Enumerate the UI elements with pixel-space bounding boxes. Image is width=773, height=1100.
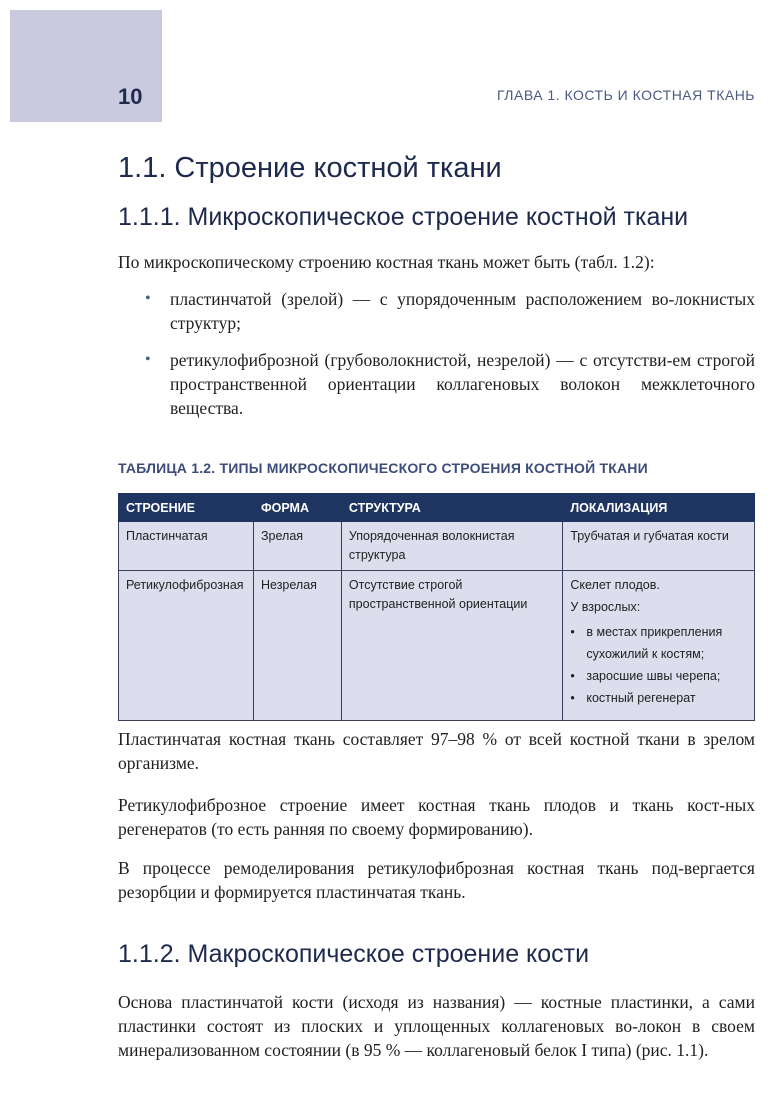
body-paragraph: Основа пластинчатой кости (исходя из названия) — костные пластинки, а сами пластинки состоят из плоских и уплощенных коллагеновых во-локон в своем минерализованном состоянии (в 95 % — коллагеновый белок I типа) (рис. 1.1). xyxy=(118,992,755,1060)
list-item-text: пластинчатой (зрелой) — с упорядоченным расположением во-локнистых структур; xyxy=(170,289,755,333)
bullet-icon: • xyxy=(145,290,151,307)
table-cell: Отсутствие строгой пространственной ориентации xyxy=(341,571,562,721)
page-number: 10 xyxy=(118,84,143,109)
table-cell: Зрелая xyxy=(253,522,341,571)
list-item xyxy=(570,621,747,665)
list-item xyxy=(570,687,747,709)
list-item-text: ретикулофиброзной (грубоволокнистой, незрелой) — с отсутстви-ем строгой пространственной ориентации коллагеновых волокон межклеточного вещества. xyxy=(170,350,755,418)
list-item xyxy=(570,665,747,687)
table-cell: Незрелая xyxy=(253,571,341,721)
section-title: 1.1. Строение костной ткани xyxy=(118,152,502,184)
list-item xyxy=(118,348,755,420)
body-paragraph: В процессе ремоделирования ретикулофиброзная костная ткань под-вергается резорбции и формируется пластинчатая ткань. xyxy=(118,858,755,902)
table-header-row xyxy=(119,494,755,522)
table-cell: Ретикулофиброзная xyxy=(119,571,254,721)
table-cell: Трубчатая и губчатая кости xyxy=(563,522,755,571)
column-header: СТРУКТУРА xyxy=(341,494,562,522)
column-header: СТРОЕНИЕ xyxy=(119,494,254,522)
list-item-text: заросшие швы черепа; xyxy=(586,669,721,683)
column-header: ФОРМА xyxy=(253,494,341,522)
table-row xyxy=(119,571,755,721)
bullet-icon: • xyxy=(570,669,575,683)
bullet-icon: • xyxy=(570,625,575,639)
list-item-text: костный регенерат xyxy=(586,691,696,705)
bone-structure-table xyxy=(118,493,755,721)
localization-line: Скелет плодов. xyxy=(570,578,660,592)
column-header: ЛОКАЛИЗАЦИЯ xyxy=(563,494,755,522)
list-item-text: в местах прикрепления сухожилий к костям; xyxy=(586,625,723,661)
bullet-list xyxy=(118,287,755,420)
table-cell: Пластинчатая xyxy=(119,522,254,571)
localization-line: У взрослых: xyxy=(570,600,641,614)
running-head: ГЛАВА 1. КОСТЬ И КОСТНАЯ ТКАНЬ xyxy=(497,87,755,103)
localization-list xyxy=(570,621,747,709)
subsection-title-microscopic: 1.1.1. Микроскопическое строение костной ткани xyxy=(118,203,689,231)
table-row xyxy=(119,522,755,571)
table-cell-localization xyxy=(563,571,755,721)
body-paragraph: Ретикулофиброзное строение имеет костная ткань плодов и ткань кост-ных регенератов (то есть ранняя по своему формированию). xyxy=(118,795,755,839)
table-title: ТАБЛИЦА 1.2. ТИПЫ МИКРОСКОПИЧЕСКОГО СТРОЕНИЯ КОСТНОЙ ТКАНИ xyxy=(118,460,648,476)
intro-paragraph: По микроскопическому строению костная ткань может быть (табл. 1.2): xyxy=(118,252,655,272)
bullet-icon: • xyxy=(570,691,575,705)
bullet-icon: • xyxy=(145,351,151,368)
subsection-title-macroscopic: 1.1.2. Макроскопическое строение кости xyxy=(118,940,590,968)
list-item xyxy=(118,287,755,335)
body-paragraph: Пластинчатая костная ткань составляет 97–98 % от всей костной ткани в зрелом организме. xyxy=(118,729,755,773)
table-cell: Упорядоченная волокнистая структура xyxy=(341,522,562,571)
